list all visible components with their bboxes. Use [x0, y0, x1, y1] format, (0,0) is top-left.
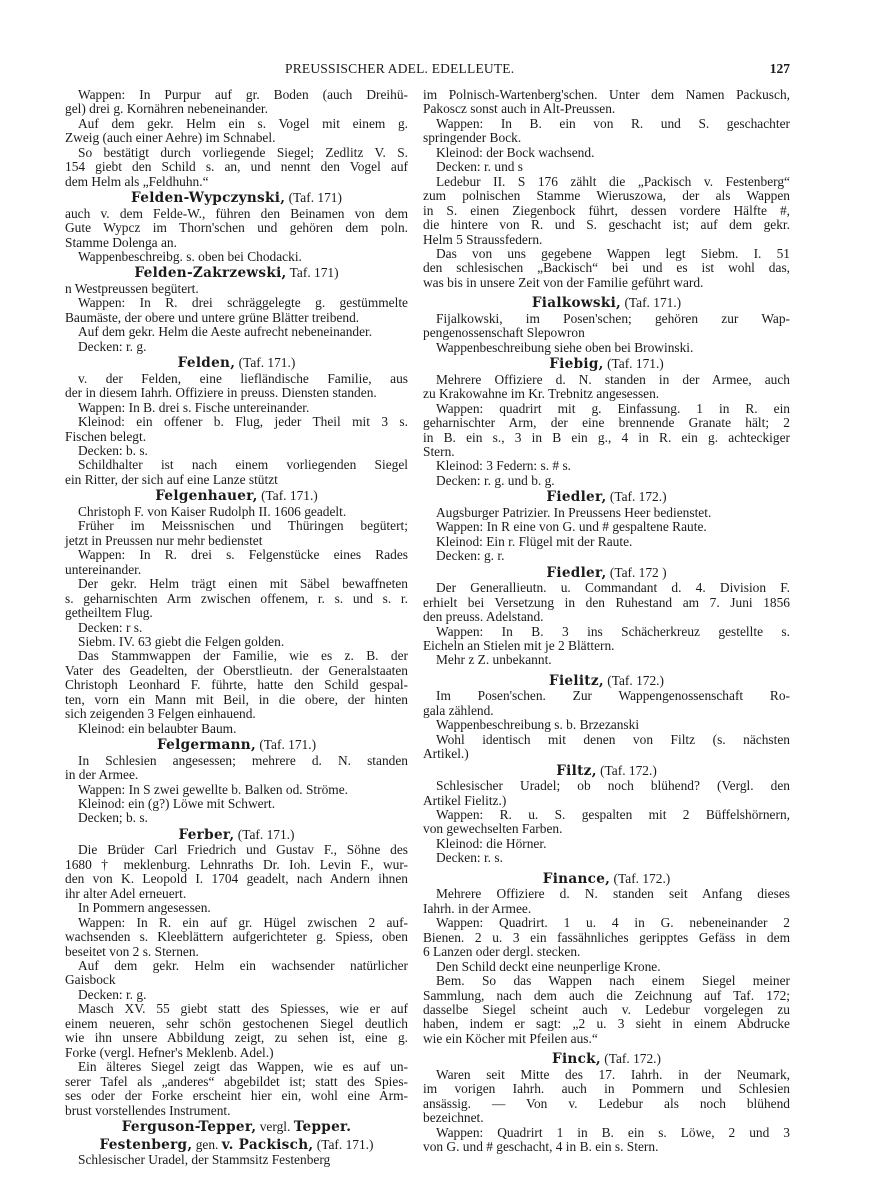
- heading-reference: (Taf. 171.): [621, 295, 682, 311]
- paragraph: [65, 754, 408, 783]
- text-line: Kleinod: der Bock wachsend.: [436, 144, 595, 160]
- heading-reference: (Taf. 172.): [603, 672, 664, 688]
- paragraph: [423, 247, 790, 290]
- family-name: Tepper.: [293, 1119, 352, 1135]
- text-line: erhielt bei Versetzung in den Ruhestand am 7. Juni 1856: [423, 594, 790, 610]
- text-line: zum polnischen Stamme Wieruszowa, der als Wappen: [423, 188, 790, 204]
- text-line: ihr alter Adel erneuert.: [65, 885, 187, 901]
- text-line: gel) drei g. Kornähren nebeneinander.: [65, 101, 269, 117]
- text-line: Decken: b. s.: [78, 443, 148, 459]
- paragraph: [65, 797, 408, 811]
- paragraph: [65, 340, 408, 354]
- entry-heading: [65, 1137, 408, 1154]
- heading-reference: (Taf. 171.): [313, 1136, 374, 1152]
- spacer: [423, 290, 790, 294]
- heading-reference: (Taf. 171.): [257, 488, 318, 504]
- paragraph: [65, 621, 408, 635]
- paragraph: [423, 402, 790, 460]
- text-line: 154 giebt den Schild s. an, und nennt den Vogel auf: [65, 159, 408, 175]
- family-name: Fiedler,: [546, 564, 607, 581]
- text-line: die hintere von R. und S. geschacht ist; auf dem gekr.: [423, 217, 790, 233]
- spacer: [423, 1046, 790, 1050]
- paragraph: [423, 88, 790, 117]
- heading-reference: (Taf. 171.): [234, 826, 295, 842]
- text-line: Baumäste, der obere und untere grüne Blätter treibend.: [65, 309, 360, 325]
- entry-heading: [423, 1051, 790, 1068]
- paragraph: [65, 117, 408, 146]
- family-name: Felgermann,: [156, 737, 256, 754]
- paragraph: [65, 635, 408, 649]
- text-line: bezeichnet.: [423, 1110, 484, 1126]
- text-line: Das Stammwappen der Familie, wie es z. B. der: [78, 648, 408, 664]
- running-header: [60, 61, 790, 79]
- spacer: [423, 866, 790, 870]
- text-line: untereinander.: [65, 561, 142, 577]
- paragraph: [65, 88, 408, 117]
- text-line: Wappen: Quadrirt. 1 u. 4 in G. nebeneinander 2: [436, 915, 790, 931]
- paragraph: [423, 689, 790, 718]
- text-line: Fijalkowski, im Posen'schen; gehören zur Wap-: [436, 310, 790, 326]
- text-line: Eicheln an Stielen mit je 2 Blättern.: [423, 637, 615, 653]
- text-line: in B. ein s., 3 in B ein g., 4 in R. ein g. achteckiger: [423, 429, 790, 445]
- paragraph: [423, 887, 790, 916]
- entry-heading: [423, 673, 790, 690]
- text-line: in der Armee.: [65, 767, 139, 783]
- paragraph: [65, 783, 408, 797]
- text-line: haben, indem er sagt: „2 u. 3 sieht in einem Abdrucke: [423, 1016, 790, 1032]
- text-line: Siebm. IV. 63 giebt die Felgen golden.: [78, 633, 285, 649]
- paragraph: [423, 851, 790, 865]
- text-line: ansässig. — Von v. Ledebur als noch blühend: [423, 1095, 790, 1111]
- text-line: Fischen belegt.: [65, 428, 147, 444]
- text-line: Decken: r. s.: [436, 850, 503, 866]
- paragraph: [65, 959, 408, 988]
- text-line: Auf dem gekr. Helm ein wachsender natürlicher: [78, 958, 408, 974]
- family-name: Fiedler,: [546, 489, 607, 506]
- text-line: serer Tafel als „anderes“ abgebildet ist; statt des Spies-: [65, 1073, 408, 1089]
- paragraph: [65, 296, 408, 325]
- text-line: Decken: r. g.: [78, 338, 147, 354]
- heading-reference: (Taf. 172.): [610, 870, 671, 886]
- text-line: Sammlung, nach dem auch die Zeichnung auf Taf. 172;: [423, 987, 790, 1003]
- family-name: Fiebig,: [549, 356, 604, 373]
- entry-heading: [423, 565, 790, 582]
- family-name: Filtz,: [556, 762, 597, 779]
- text-line: wie ein Köcher mit Pfeilen aus.“: [423, 1030, 598, 1046]
- paragraph: [423, 916, 790, 959]
- paragraph: [65, 250, 408, 264]
- family-name: Ferguson-Tepper,: [121, 1119, 257, 1135]
- text-line: Wappenbeschreibung s. b. Brzezanski: [436, 717, 640, 733]
- entry-heading: [65, 190, 408, 207]
- entry-heading: [65, 737, 408, 754]
- text-line: springender Bock.: [423, 130, 522, 146]
- left-column: [65, 88, 408, 1167]
- paragraph: [423, 837, 790, 851]
- paragraph: [65, 415, 408, 444]
- paragraph: [65, 548, 408, 577]
- text-line: von gewechselten Farben.: [423, 821, 563, 837]
- text-line: Iahrh. in der Armee.: [423, 900, 532, 916]
- paragraph: [423, 506, 790, 520]
- text-line: jetzt in Preussen nur mehr bedienstet: [65, 532, 263, 548]
- family-name: Festenberg,: [99, 1136, 193, 1153]
- text-line: So bestätigt durch vorliegende Siegel; Zedlitz V. S.: [78, 144, 408, 160]
- text-line: Decken: r s.: [78, 619, 143, 635]
- text-line: Wappen: In R eine von G. und # gespaltene Raute.: [436, 519, 707, 535]
- text-line: Wappen: In Purpur auf gr. Boden (auch Dreihü-: [78, 87, 408, 102]
- family-name: Finck,: [552, 1051, 601, 1068]
- family-name: Felgenhauer,: [155, 488, 258, 505]
- family-name: Fielitz,: [549, 672, 604, 689]
- text-line: Stern.: [423, 443, 455, 459]
- text-line: Wappen: In R. drei s. Felgenstücke eines Rades: [78, 547, 408, 563]
- text-line: Auf dem gekr. Helm ein s. Vogel mit einem g.: [78, 115, 408, 131]
- text-line: Artikel.): [423, 746, 469, 762]
- paragraph: [423, 718, 790, 732]
- entry-heading: [65, 488, 408, 505]
- text-line: Wappen: In B. drei s. Fische untereinander.: [78, 399, 310, 415]
- entry-heading: [423, 763, 790, 780]
- paragraph: [65, 458, 408, 487]
- paragraph: [423, 341, 790, 355]
- family-name: Ferber,: [178, 826, 235, 843]
- heading-reference: vergl.: [256, 1119, 294, 1134]
- text-line: In Schlesien angesessen; mehrere d. N. standen: [78, 752, 408, 768]
- text-line: 6 Lanzen oder dergl. stecken.: [423, 944, 581, 960]
- text-line: Mehr z Z. unbekannt.: [436, 652, 552, 668]
- text-line: Stamme Dolenga an.: [65, 234, 177, 250]
- family-name: Fialkowski,: [531, 295, 622, 312]
- paragraph: [65, 843, 408, 901]
- text-line: Wappen: R. u. S. gespalten mit 2 Büffelshörnern,: [436, 807, 790, 823]
- paragraph: [423, 625, 790, 654]
- heading-reference: gen.: [192, 1136, 222, 1152]
- text-line: Decken: r. g. und b. g.: [436, 472, 555, 488]
- entry-heading: [423, 356, 790, 373]
- paragraph: [65, 811, 408, 825]
- paragraph: [423, 1126, 790, 1155]
- text-line: beseitet von 2 s. Sternen.: [65, 943, 199, 959]
- text-line: Christoph F. von Kaiser Rudolph II. 1606 geadelt.: [78, 503, 347, 519]
- page-number: 127: [769, 61, 790, 76]
- text-line: Kleinod: ein (g?) Löwe mit Schwert.: [78, 795, 276, 811]
- paragraph: [423, 581, 790, 624]
- family-name: Felden-Zakrzewski,: [134, 265, 287, 282]
- paragraph: [423, 160, 790, 174]
- text-line: Mehrere Offiziere d. N. standen in der Armee, auch: [436, 371, 790, 387]
- text-line: Schildhalter ist nach einem vorliegenden Siegel: [78, 457, 408, 473]
- text-line: Kleinod: 3 Federn: s. # s.: [436, 458, 572, 474]
- text-line: Bem. So das Wappen nach einem Siegel meiner: [436, 973, 790, 989]
- heading-reference: Taf. 171): [286, 265, 339, 281]
- text-line: ses oder der Forke erscheint hier ein, wohl eine Arm-: [65, 1088, 408, 1104]
- text-line: einem neueren, sehr schön gestochenen Siegel deutlich: [65, 1015, 408, 1031]
- text-line: Wappen: In S zwei gewellte b. Balken od. Ströme.: [78, 781, 349, 797]
- paragraph: [423, 117, 790, 146]
- entry-heading: [423, 489, 790, 506]
- family-name: v. Packisch,: [221, 1136, 314, 1153]
- text-line: Der Generallieutn. u. Commandant d. 4. Division F.: [436, 580, 790, 596]
- text-line: Christoph Leonhard F. führte, hatte den Schild gespal-: [65, 677, 408, 693]
- family-name: Felden-Wypczynski,: [131, 190, 286, 207]
- paragraph: [423, 733, 790, 762]
- entry-heading: [423, 295, 790, 312]
- text-line: Masch XV. 55 giebt statt des Spiesses, wie er auf: [78, 1001, 408, 1017]
- heading-reference: (Taf. 172.): [596, 762, 657, 778]
- heading-reference: (Taf. 171.): [235, 355, 296, 371]
- text-line: Kleinod: ein offener b. Flug, jeder Theil mit 3 s.: [78, 414, 408, 430]
- paragraph: [423, 175, 790, 247]
- text-line: In Pommern angesessen.: [78, 900, 211, 916]
- text-line: Den Schild deckt eine neunperlige Krone.: [436, 958, 661, 974]
- text-line: Ein älteres Siegel zeigt das Wappen, wie es auf un-: [78, 1059, 408, 1075]
- text-line: Wappen: Quadrirt 1 in B. ein s. Löwe, 2 und 3: [436, 1124, 790, 1140]
- paragraph: [65, 901, 408, 915]
- paragraph: [65, 649, 408, 721]
- paragraph: [423, 779, 790, 808]
- text-line: n Westpreussen begütert.: [65, 280, 199, 296]
- entry-heading: [423, 871, 790, 888]
- right-column: [423, 88, 790, 1155]
- paragraph: [423, 808, 790, 837]
- text-line: Artikel Fielitz.): [423, 792, 507, 808]
- heading-reference: (Taf. 171.): [255, 737, 317, 753]
- text-line: dasselbe Siegel scheint auch v. Ledebur vorgelegen zu: [423, 1001, 790, 1017]
- paragraph: [65, 207, 408, 250]
- text-line: Vater des Geadelten, der Oberstlieutn. der Generalstaaten: [65, 662, 408, 678]
- text-line: den schlesischen „Backisch“ bei und es ist wohl das,: [423, 260, 790, 276]
- text-line: Forke (vergl. Hefner's Meklenb. Adel.): [65, 1044, 274, 1060]
- text-line: Wappen: quadrirt mit g. Einfassung. 1 in R. ein: [436, 400, 790, 416]
- text-line: auch v. dem Felde-W., führen den Beinamen von dem: [65, 205, 408, 221]
- heading-reference: (Taf. 172.): [600, 1051, 661, 1067]
- text-line: im vorigen Iahrh. auch in Pommern und Schlesien: [423, 1081, 790, 1097]
- heading-reference: (Taf. 172.): [606, 489, 667, 505]
- text-line: ein Ritter, der sich auf eine Lanze stützt: [65, 471, 278, 487]
- spacer: [423, 668, 790, 672]
- text-line: Früher im Meissnischen und Thüringen begütert;: [78, 518, 408, 534]
- text-line: was bis in unsere Zeit von der Familie geführt ward.: [423, 274, 704, 290]
- family-name: Felden,: [177, 355, 236, 372]
- paragraph: [423, 312, 790, 341]
- paragraph: [65, 372, 408, 401]
- text-line: Wappenbeschreibung siehe oben bei Browinski.: [436, 339, 694, 355]
- text-line: Wappenbeschreibg. s. oben bei Chodacki.: [78, 249, 302, 265]
- text-line: Wohl identisch mit denen von Filtz (s. nächsten: [436, 731, 790, 747]
- text-line: Kleinod: ein belaubter Baum.: [78, 720, 237, 736]
- paragraph: [65, 722, 408, 736]
- paragraph: [65, 282, 408, 296]
- heading-reference: (Taf. 171.): [603, 356, 664, 372]
- text-line: Waren seit Mitte des 17. Iahrh. in der Neumark,: [436, 1066, 790, 1082]
- text-line: getheiltem Flug.: [65, 605, 153, 621]
- text-line: Kleinod: die Hörner.: [436, 835, 547, 851]
- text-line: Gaisbock: [65, 972, 116, 988]
- text-line: im Polnisch-Wartenberg'schen. Unter dem Namen Packusch,: [423, 87, 790, 102]
- running-title: PREUSSISCHER ADEL. EDELLEUTE.: [285, 61, 515, 76]
- text-line: Die Brüder Carl Friedrich und Gustav F., Söhne des: [78, 842, 408, 858]
- entry-heading: [65, 265, 408, 282]
- paragraph: [65, 577, 408, 620]
- text-line: pengenossenschaft Slepowron: [423, 325, 585, 341]
- family-name: Finance,: [542, 870, 611, 887]
- text-line: zu Krakowahne im Kr. Trebnitz angesessen.: [423, 386, 660, 402]
- paragraph: [423, 960, 790, 974]
- text-line: Auf dem gekr. Helm die Aeste aufrecht nebeneinander.: [78, 324, 373, 340]
- heading-reference: (Taf. 172 ): [606, 564, 667, 580]
- paragraph: [65, 146, 408, 189]
- heading-reference: (Taf. 171): [285, 190, 342, 206]
- text-line: Helm 5 Straussfedern.: [423, 231, 543, 247]
- text-line: Pakoscz sonst auch in Alt-Preussen.: [423, 101, 616, 117]
- paragraph: [423, 535, 790, 549]
- paragraph: [65, 1002, 408, 1060]
- paragraph: [423, 653, 790, 667]
- text-line: den preuss. Adelstand.: [423, 609, 544, 625]
- paragraph: [65, 444, 408, 458]
- text-line: wie ihn unsere Abbildung zeigt, zu sehen ist, eine g.: [65, 1030, 408, 1046]
- text-line: Decken: r. und s: [436, 159, 524, 175]
- paragraph: [423, 146, 790, 160]
- text-line: Zweig (auch einer Aehre) im Schnabel.: [65, 130, 276, 146]
- text-line: dem Helm als „Feldhuhn.“: [65, 173, 209, 189]
- text-line: Wappen: In B. 3 ins Schächerkreuz gestellte s.: [436, 623, 790, 639]
- text-line: Wappen: In R. drei schräggelegte g. gestümmelte: [78, 295, 408, 311]
- text-line: Kleinod: Ein r. Flügel mit der Raute.: [436, 533, 633, 549]
- paragraph: [423, 549, 790, 563]
- paragraph: [65, 325, 408, 339]
- text-line: 1680 † meklenburg. Lehnraths Dr. Ioh. Levin F., wur-: [65, 856, 408, 872]
- paragraph: [65, 1060, 408, 1118]
- entry-heading: [65, 827, 408, 844]
- text-line: Wappen: In B. ein von R. und S. geschachter: [436, 115, 790, 131]
- text-line: Ledebur II. S 176 zählt die „Packisch v. Festenberg“: [436, 173, 790, 189]
- text-line: Das von uns gegebene Wappen legt Siebm. I. 51: [436, 245, 790, 261]
- paragraph: [423, 520, 790, 534]
- paragraph: [423, 459, 790, 473]
- text-line: wachsenden s. Kleeblättern aufgerichteter g. Spiess, oben: [65, 929, 408, 945]
- text-line: Wappen: In R. ein auf gr. Hügel zwischen 2 auf-: [78, 914, 408, 930]
- paragraph: [423, 474, 790, 488]
- text-line: Augsburger Patrizier. In Preussens Heer bedienstet.: [436, 504, 712, 520]
- text-line: brust vorstellendes Instrument.: [65, 1102, 231, 1118]
- text-line: Der gekr. Helm trägt einen mit Säbel bewaffneten: [78, 576, 408, 592]
- text-line: von G. und # geschacht, 4 in B. ein s. Stern.: [423, 1139, 659, 1155]
- paragraph: [65, 1153, 408, 1167]
- text-line: Decken: r. g.: [78, 986, 147, 1002]
- text-line: Decken; b. s.: [78, 810, 148, 826]
- text-line: in S. einen Ziegenbock führt, dessen vordere Hälfte #,: [423, 202, 790, 218]
- paragraph: [65, 519, 408, 548]
- paragraph: [65, 401, 408, 415]
- text-line: ten, vorn ein Mann mit Beil, in die obere, der hinten: [65, 691, 408, 707]
- entry-heading: [65, 355, 408, 372]
- text-line: Schlesischer Uradel; ob noch blühend? (Vergl. den: [436, 778, 790, 794]
- text-line: s. geharnischten Arm zwischen offenem, r. s. und s. r.: [65, 590, 408, 606]
- text-line: v. der Felden, eine liefländische Familie, aus: [78, 370, 408, 386]
- paragraph: [65, 505, 408, 519]
- text-line: sich zeigenden 3 Felgen einhauend.: [65, 706, 256, 722]
- paragraph: [423, 974, 790, 1046]
- paragraph: [423, 373, 790, 402]
- text-line: den von K. Leopold I. 1704 geadelt, nach Andern ihnen: [65, 871, 408, 887]
- paragraph: [65, 916, 408, 959]
- text-line: gala zählend.: [423, 702, 494, 718]
- text-line: Schlesischer Uradel, der Stammsitz Festenberg: [78, 1152, 331, 1167]
- paragraph: [423, 1068, 790, 1126]
- text-line: der in diesem Iahrh. Offiziere in preuss. Diensten standen.: [65, 385, 377, 401]
- text-line: Gute Wypcz im Thorn'schen und gehören dem poln.: [65, 220, 408, 236]
- paragraph: [65, 988, 408, 1002]
- text-line: Bienen. 2 u. 3 ein fassähnliches geripptes Gefäss in dem: [423, 929, 790, 945]
- text-line: Mehrere Offiziere d. N. standen seit Anfang dieses: [436, 886, 790, 902]
- text-line: Im Posen'schen. Zur Wappengenossenschaft Ro-: [436, 688, 790, 704]
- text-line: Decken: g. r.: [436, 548, 505, 564]
- entry-heading: [65, 1119, 408, 1136]
- text-line: geharnischter Arm, der eine brennende Granate hält; 2: [423, 415, 790, 431]
